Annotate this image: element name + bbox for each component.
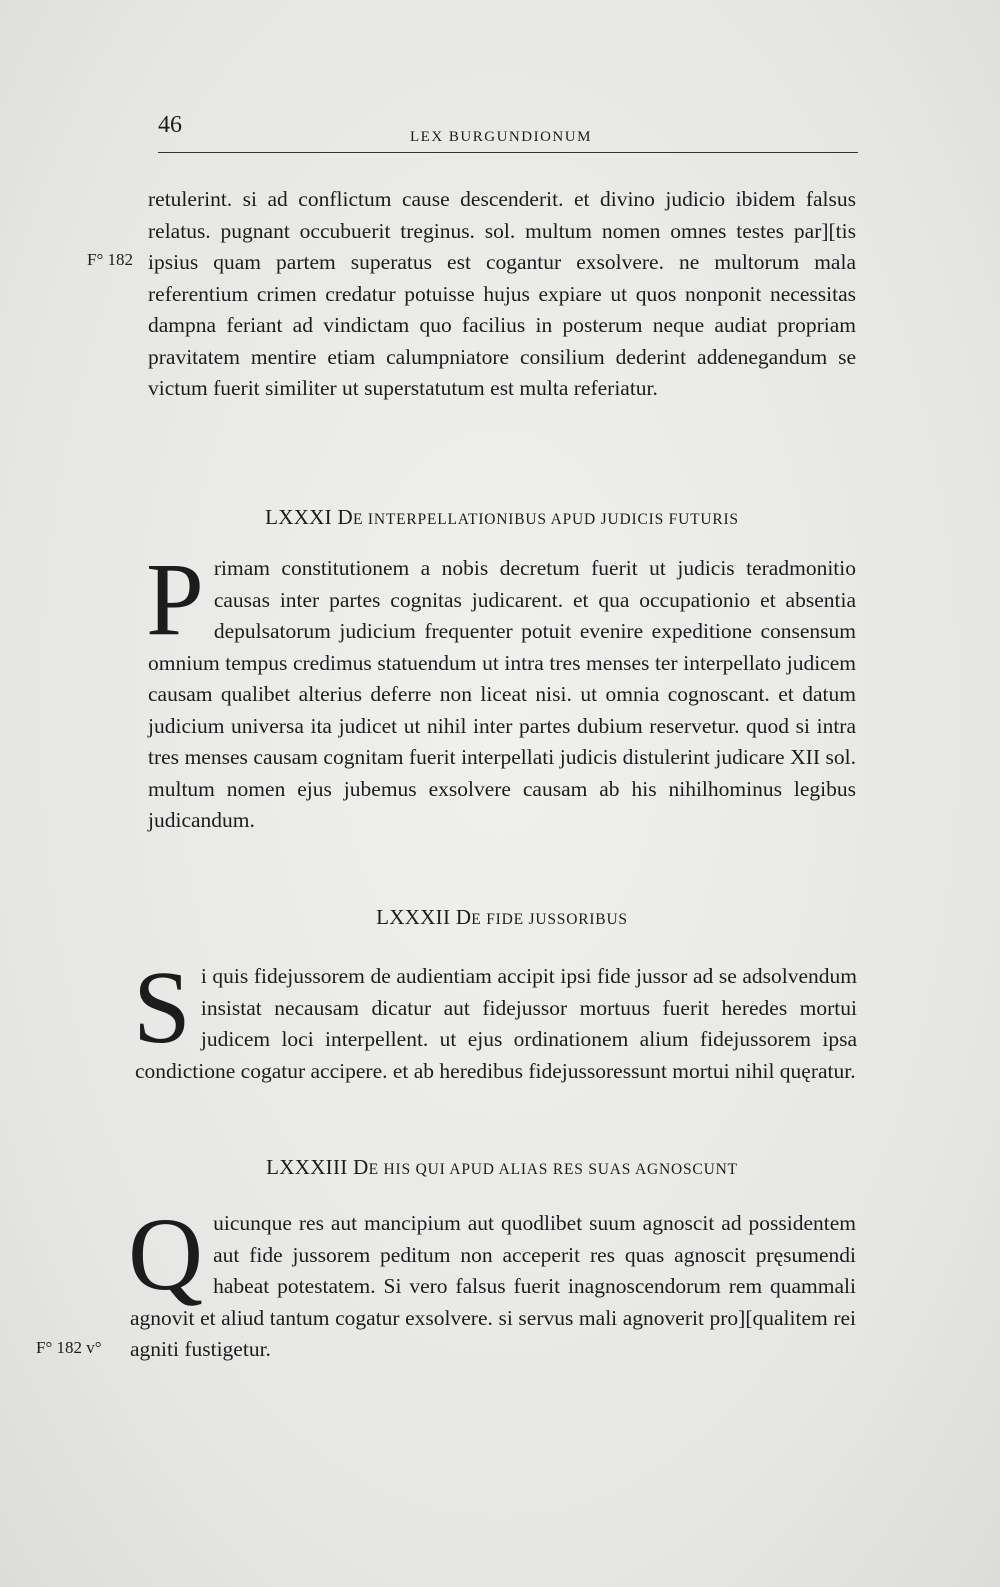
section-numeral: LXXXII [376, 905, 451, 929]
page-header [158, 112, 858, 162]
section-numeral: LXXXI [265, 505, 332, 529]
margin-note-folio: F° 182 [87, 250, 134, 269]
section-title: E HIS QUI APUD ALIAS RES SUAS AGNOSCUNT [368, 1161, 738, 1178]
drop-cap-initial: Q [128, 1197, 204, 1312]
section-text: rimam constitutionem a nobis decretum fuerit ut judicis teradmonitio causas inter partes cognitas judicarent. et qua occupationio et absentia depulsatorum judicium frequenter potuit evenire expeditione consensum omnium tempus credimus statuendum ut intra tres menses ter interpellato judicem causam qualibet alterius deferre non liceat nisi. ut omnia cognoscant. et datum judicium universa ita judicet ut nihil inter partes dubium reservetur. quod si intra tres menses causam cognitam fuerit interpellati judicis distulerint judicare XII sol. multum nomen ejus jubemus exsolvere causam ab his nihilhominus legibus judicandum. [148, 556, 856, 832]
drop-cap-initial: S [133, 950, 191, 1065]
section-text: i quis fidejussorem de audientiam accipit ipsi fide jussor ad se adsolvendum insistat necausam dicatur aut fidejussor mortuus fuerit heredes mortui judicem loci interpellent. ut ejus ordinationem alium fidejussorem ipsa condictione cogatur accipere. et ab heredibus fidejussoressunt mortui nihil quęratur. [135, 964, 857, 1083]
intro-paragraph [148, 184, 856, 405]
drop-cap-initial: P [146, 542, 204, 657]
section-title: E FIDE JUSSORIBUS [471, 911, 628, 928]
running-head: LEX BURGUNDIONUM [410, 129, 592, 145]
margin-note-folio-verso: F° 182 v° [36, 1338, 102, 1357]
section-heading-lxxxii [148, 905, 856, 930]
section-body-lxxxiii [128, 1197, 856, 1366]
section-body-lxxxi [146, 542, 856, 837]
section-title-initial: D [337, 505, 353, 529]
section-title-initial: D [455, 905, 472, 929]
section-title-initial: D [353, 1155, 369, 1179]
section-heading-lxxxi [148, 505, 856, 530]
page-number: 46 [158, 112, 182, 138]
section-numeral: LXXXIII [266, 1155, 348, 1179]
intro-text: retulerint. si ad conflictum cause descenderit. et divino judicio ibidem falsus relatus. pugnant occubuerit treginus. sol. multum nomen omnes testes par][tis ipsius quam partem superatus est cogantur exsolvere. ne multorum mala referentium crimen credatur potuisse hujus expiare ut quos nonponit necessitas dampna feriant ad vindictam quo facilius in posterum neque audiat propriam pravitatem mentire etiam calumpniatore consilium dederint addenegandum se victum fuerit similiter ut superstatutum est multa referiatur. [148, 187, 856, 400]
section-heading-lxxxiii [148, 1155, 856, 1180]
header-rule [158, 152, 858, 153]
section-body-lxxxii [133, 950, 857, 1087]
section-text: uicunque res aut mancipium aut quodlibet suum agnoscit ad possidentem aut fide jussorem peditum non acceperit res quas agnoscit pręsumendi habeat potestatem. Si vero falsus fuerit inagnoscendorum rem quammali agnovit et aliud tantum cogatur exsolvere. si servus mali agnoverit pro][qualitem rei agniti fustigetur. [130, 1211, 856, 1361]
section-title: E INTERPELLATIONIBUS APUD JUDICIS FUTURIS [352, 511, 739, 528]
